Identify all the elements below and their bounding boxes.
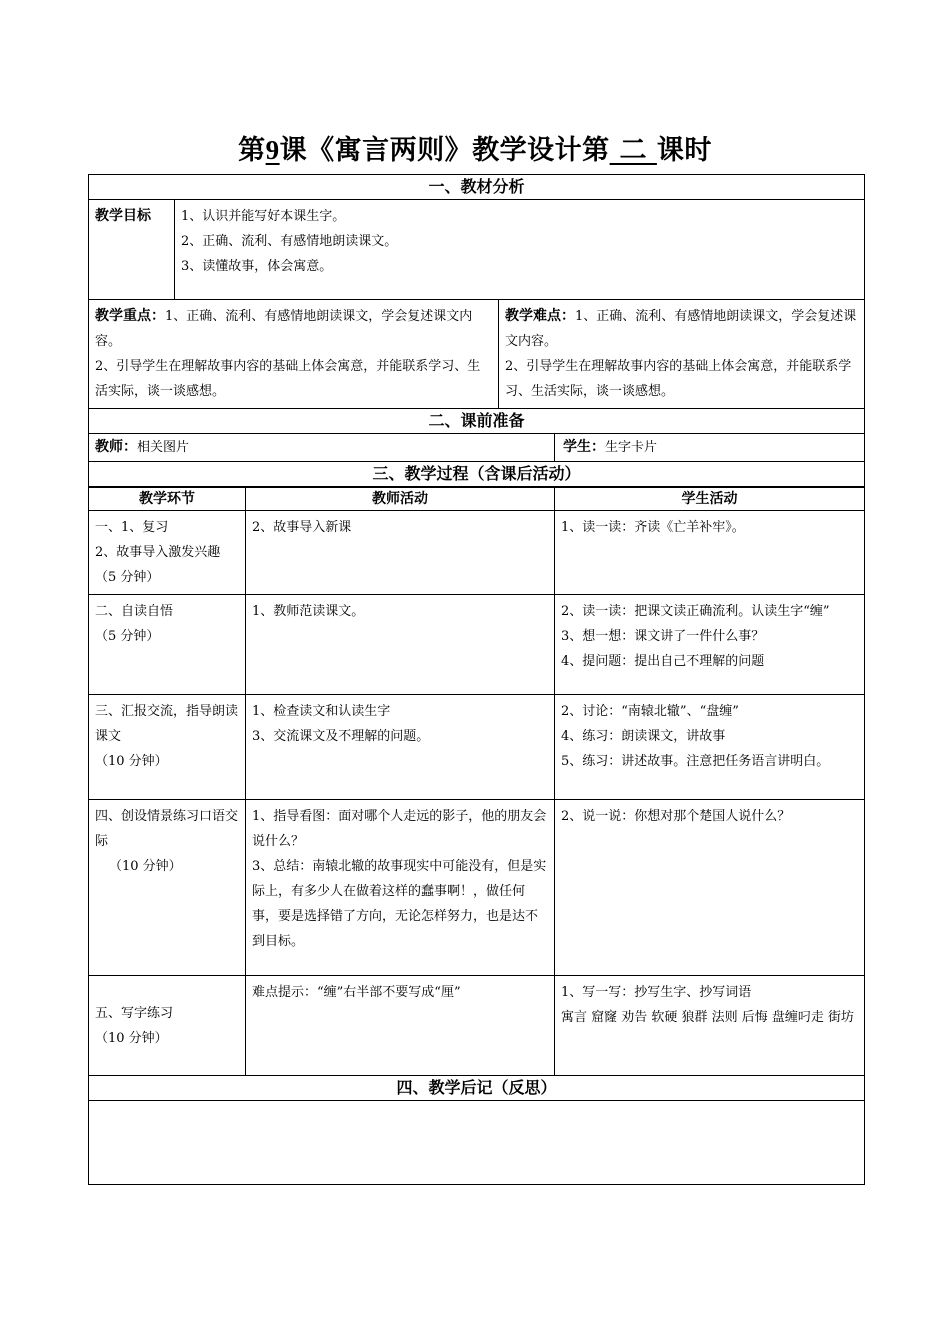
lesson-number: 9 [265,135,280,165]
stage-cell: 三、汇报交流，指导朗读课文 （10 分钟） [89,695,246,800]
table-row [89,800,865,976]
student-activity-cell: 1、读一读：齐读《亡羊补牢》。 [555,511,865,595]
column-header-student: 学生活动 [555,488,865,511]
goal-item: 3、读懂故事，体会寓意。 [181,259,333,274]
reflection-area [89,1101,865,1185]
goal-item: 1、认识并能写好本课生字。 [181,209,346,224]
key-points-cell: 教学重点：1、正确、流利、有感情地朗读课文，学会复述课文内容。 2、引导学生在理解故事内容的基础上体会寓意，并能联系学习、生活实际，谈一谈感想。 [89,300,499,409]
student-activity-cell: 1、写一写：抄写生字、抄写词语 寓言 窟窿 劝告 软硬 狼群 法则 后悔 盘缠叼走 街坊 [555,976,865,1076]
page-title: 第9课《寓言两则》教学设计第 二 课时 [238,135,712,166]
stage-cell: 一、1、复习 2、故事导入激发兴趣 （5 分钟） [89,511,246,595]
table-row [89,511,865,595]
lesson-plan-table [88,174,864,1185]
teacher-prep-label: 教师： [95,439,137,455]
difficulties-cell: 教学难点：1、正确、流利、有感情地朗读课文，学会复述课文内容。 2、引导学生在理解故事内容的基础上体会寓意，并能联系学习、生活实际，谈一谈感想。 [499,300,865,409]
section-4-heading: 四、教学后记（反思） [89,1076,865,1101]
student-prep: 学生：生字卡片 [555,434,865,462]
goals-label: 教学目标 [89,200,175,300]
column-header-stage: 教学环节 [89,488,246,511]
section-1-heading: 一、教材分析 [89,175,865,200]
difficulties-label: 教学难点： [505,308,575,324]
teacher-activity-cell: 1、检查读文和认读生字 3、交流课文及不理解的问题。 [246,695,555,800]
column-header-teacher: 教师活动 [246,488,555,511]
teacher-activity-cell: 1、教师范读课文。 [246,595,555,695]
table-row [89,595,865,695]
goal-item: 2、正确、流利、有感情地朗读课文。 [181,234,398,249]
teacher-activity-cell: 2、故事导入新课 [246,511,555,595]
teacher-activity-cell: 难点提示：“缠”右半部不要写成“厘” [246,976,555,1076]
goals-list [175,200,865,300]
student-activity-cell: 2、讨论：“南辕北辙”、“盘缠” 4、练习：朗读课文，讲故事 5、练习：讲述故事。注意把任务语言讲明白。 [555,695,865,800]
teacher-activity-cell: 1、指导看图：面对哪个人走远的影子，他的朋友会说什么？ 3、总结：南辕北辙的故事现实中可能没有，但是实际上，有多少人在做着这样的蠢事啊！，做任何事，要是选择错了方向，无论怎样努力，也是达不到目标。 [246,800,555,976]
student-prep-label: 学生： [563,439,605,455]
section-2-heading: 二、课前准备 [89,409,865,434]
stage-cell: 五、写字练习 （10 分钟） [89,976,246,1076]
student-activity-cell: 2、读一读：把课文读正确流利。认读生字“缠” 3、想一想：课文讲了一件什么事？ 4、提问题：提出自己不理解的问题 [555,595,865,695]
period-number: 二 [619,135,647,166]
stage-cell: 四、创设情景练习口语交际 （10 分钟） [89,800,246,976]
table-row [89,695,865,800]
teacher-prep: 教师：相关图片 [89,434,555,462]
student-activity-cell: 2、说一说：你想对那个楚国人说什么？ [555,800,865,976]
section-3-heading: 三、教学过程（含课后活动） [89,462,865,487]
key-points-label: 教学重点： [95,308,165,324]
stage-cell: 二、自读自悟 （5 分钟） [89,595,246,695]
table-row [89,976,865,1076]
